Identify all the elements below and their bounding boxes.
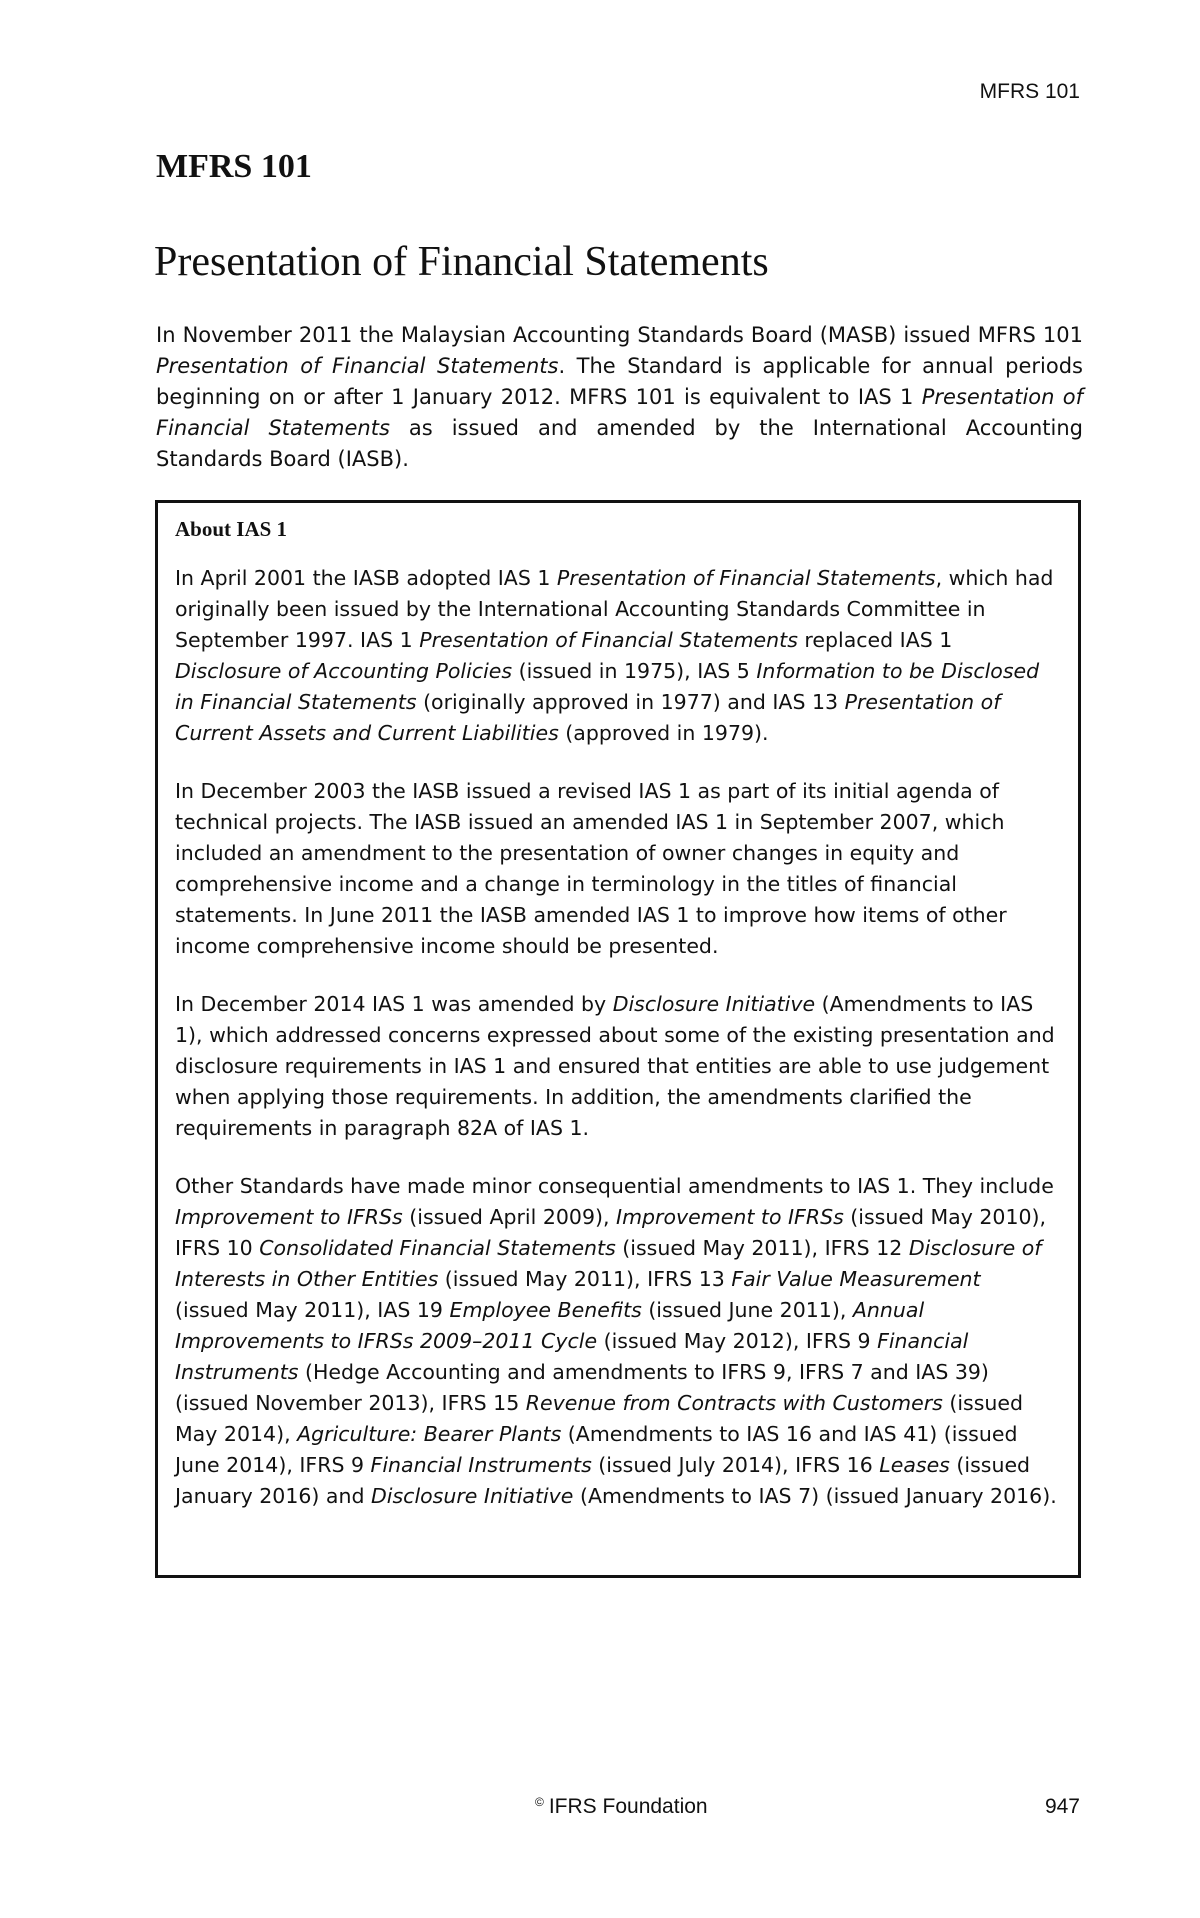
italic-title-text: Presentation of Financial Statements (156, 385, 1083, 440)
body-text: (issued in 1975), IAS 5 (512, 659, 757, 683)
body-text: (issued May 2011), IAS 19 (175, 1298, 450, 1322)
italic-title-text: Presentation of Current Assets and Current Liabilities (175, 690, 1001, 745)
body-text: Other Standards have made minor consequential amendments to IAS 1. They include (175, 1174, 1054, 1198)
italic-title-text: Annual Improvements to IFRSs 2009–2011 Cycle (175, 1298, 925, 1353)
body-text: (issued July 2014), IFRS 16 (591, 1453, 880, 1477)
italic-title-text: Financial Instruments (175, 1329, 969, 1384)
standard-code: MFRS 101 (156, 148, 312, 185)
italic-title-text: Disclosure Initiative (612, 992, 816, 1016)
italic-title-text: Agriculture: Bearer Plants (297, 1422, 562, 1446)
about-paragraph-3 (175, 989, 1058, 1144)
footer-copyright (535, 1795, 708, 1819)
italic-title-text: Leases (879, 1453, 950, 1477)
italic-title-text: Revenue from Contracts with Customers (525, 1391, 943, 1415)
body-text: (approved in 1979). (558, 721, 769, 745)
italic-title-text: Disclosure Initiative (371, 1484, 574, 1508)
about-paragraph-2 (175, 776, 1058, 962)
body-text: (issued May 2014), (175, 1391, 1024, 1446)
italic-title-text: Improvement to IFRSs (175, 1205, 403, 1229)
italic-title-text: Information to be Disclosed in Financial Statements (175, 659, 1040, 714)
italic-title-text: Disclosure of Accounting Policies (175, 659, 513, 683)
body-text: In November 2011 the Malaysian Accounting Standards Board (MASB) issued MFRS 101 (156, 323, 1083, 347)
body-text: (issued May 2012), IFRS 9 (597, 1329, 878, 1353)
body-text: In December 2014 IAS 1 was amended by (175, 992, 613, 1016)
body-text: (Amendments to IAS 16 and IAS 41) (issued June 2014), IFRS 9 (175, 1422, 1018, 1477)
italic-title-text: Employee Benefits (449, 1298, 642, 1322)
about-paragraph-4 (175, 1171, 1058, 1512)
body-text: (issued June 2011), (641, 1298, 853, 1322)
body-text: (issued January 2016) and (175, 1453, 1031, 1508)
body-text: (originally approved in 1977) and IAS 13 (416, 690, 845, 714)
about-box-heading: About IAS 1 (175, 517, 288, 541)
italic-title-text: Presentation of Financial Statements (556, 566, 936, 590)
italic-title-text: Financial Instruments (370, 1453, 592, 1477)
body-text: (issued May 2010), IFRS 10 (175, 1205, 1047, 1260)
body-text: , which had originally been issued by the International Accounting Standards Committee in September 1997. IAS 1 (175, 566, 1054, 652)
about-paragraph-1 (175, 563, 1058, 749)
body-text: . The Standard is applicable for annual periods beginning on or after 1 January 2012. MFRS 101 is equivalent to IAS 1 (156, 354, 1083, 409)
page-number: 947 (1044, 1795, 1080, 1818)
body-text: replaced IAS 1 (797, 628, 953, 652)
running-header: MFRS 101 (979, 80, 1080, 103)
body-text: (issued May 2011), IFRS 12 (615, 1236, 909, 1260)
page-title: Presentation of Financial Statements (154, 239, 769, 285)
body-text: (issued May 2011), IFRS 13 (438, 1267, 732, 1291)
intro-paragraph (156, 320, 1083, 475)
body-text: (issued April 2009), (402, 1205, 617, 1229)
body-text: (Amendments to IAS 7) (issued January 2016). (573, 1484, 1057, 1508)
body-text: (Amendments to IAS 1), which addressed concerns expressed about some of the existing presentation and disclosure requirements in IAS 1 and ensured that entities are able to use judgement when applying those requirements. In addition, the amendments clarified the requirements in paragraph 82A of IAS 1. (175, 992, 1055, 1140)
italic-title-text: Improvement to IFRSs (616, 1205, 844, 1229)
body-text: as issued and amended by the International Accounting Standards Board (IASB). (156, 416, 1083, 471)
copyright-mark: © (535, 1795, 544, 1809)
copyright-holder: IFRS Foundation (548, 1795, 708, 1818)
body-text: (Hedge Accounting and amendments to IFRS 9, IFRS 7 and IAS 39) (issued November 2013), IFRS 15 (175, 1360, 989, 1415)
body-text: In December 2003 the IASB issued a revised IAS 1 as part of its initial agenda of technical projects. The IASB issued an amended IAS 1 in September 2007, which included an amendment to the presentation of owner changes in equity and comprehensive income and a change in terminology in the titles of financial statements. In June 2011 the IASB amended IAS 1 to improve how items of other income comprehensive income should be presented. (175, 779, 1007, 958)
italic-title-text: Consolidated Financial Statements (259, 1236, 616, 1260)
body-text: In April 2001 the IASB adopted IAS 1 (175, 566, 557, 590)
italic-title-text: Presentation of Financial Statements (419, 628, 798, 652)
italic-title-text: Disclosure of Interests in Other Entities (175, 1236, 1042, 1291)
italic-title-text: Presentation of Financial Statements (156, 354, 559, 378)
italic-title-text: Fair Value Measurement (731, 1267, 981, 1291)
about-ias1-box (155, 500, 1081, 1578)
